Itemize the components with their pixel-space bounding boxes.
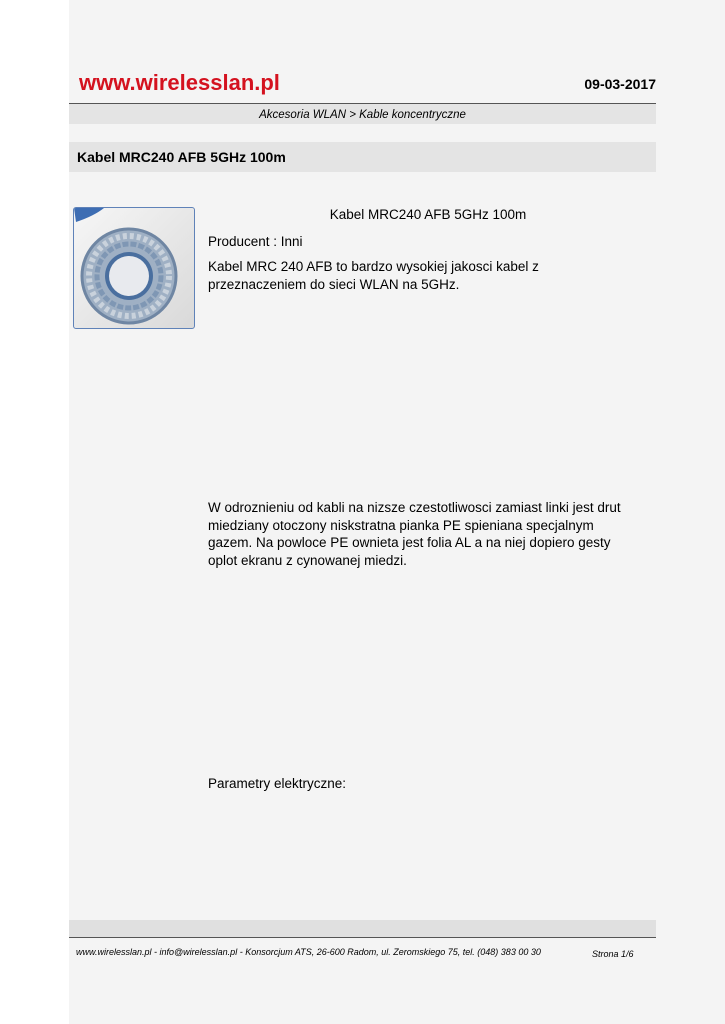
product-title-bar: Kabel MRC240 AFB 5GHz 100m <box>69 142 656 172</box>
product-description: Kabel MRC 240 AFB to bardzo wysokiej jakosci kabel z przeznaczeniem do sieci WLAN na 5GHz. <box>208 259 539 292</box>
product-details: W odroznieniu od kabli na nizsze czestotliwosci zamiast linki jest drut miedziany otoczony niskstratna pianka PE spieniana specjalnym gazem. Na powloce PE ownieta jest folia AL a na niej dopiero gesty oplot ekranu z cynowanej miedzi. <box>208 500 621 568</box>
footer-bar <box>69 920 656 937</box>
site-title[interactable]: www.wirelesslan.pl <box>79 70 280 95</box>
footer-divider <box>69 937 656 938</box>
product-image[interactable] <box>73 207 195 329</box>
product-name: Kabel MRC240 AFB 5GHz 100m <box>329 207 527 222</box>
page-number: Strona 1/6 <box>592 949 634 959</box>
document-date: 09-03-2017 <box>584 76 656 92</box>
parameters-heading: Parametry elektryczne: <box>208 776 347 791</box>
document-page <box>69 0 725 1024</box>
producer-label: Producent : Inni <box>208 234 303 249</box>
footer-contact: www.wirelesslan.pl - info@wirelesslan.pl - Konsorcjum ATS, 26-600 Radom, ul. Zeromskiego 75, tel. (048) 383 00 30 <box>76 947 541 957</box>
cable-coil-icon <box>74 208 194 328</box>
breadcrumb: Akcesoria WLAN > Kable koncentryczne <box>69 104 656 124</box>
